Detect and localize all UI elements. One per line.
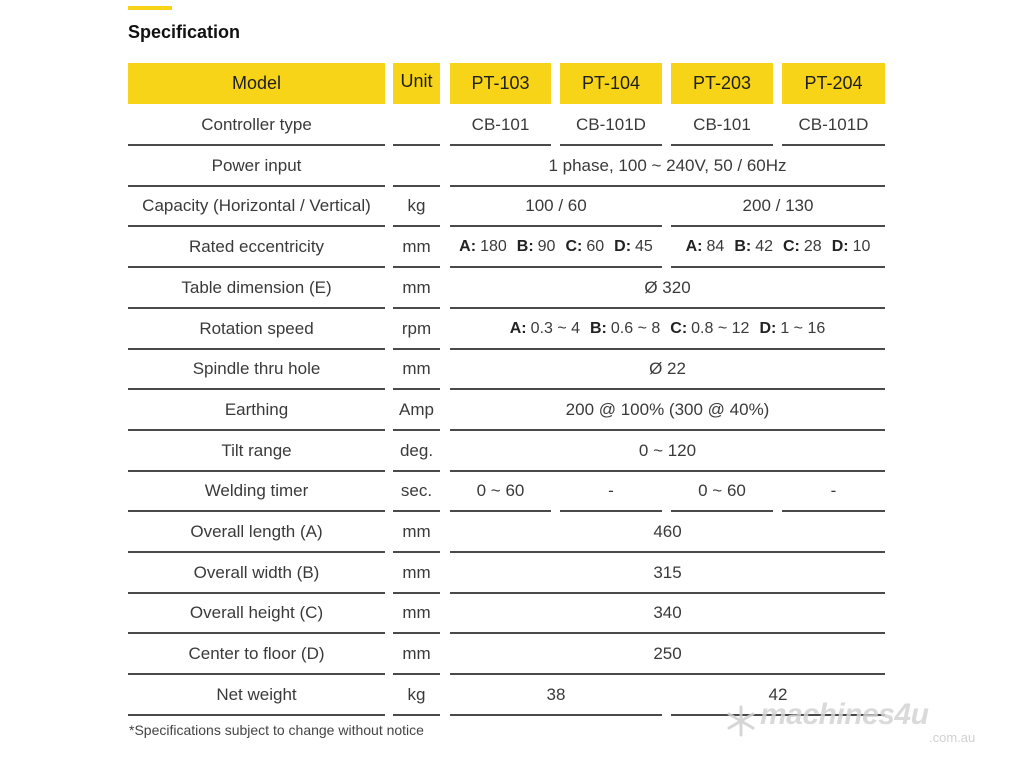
row-label: Table dimension (E)	[181, 277, 332, 297]
row-unit: Amp	[399, 399, 434, 419]
heading-accent-bar	[128, 6, 172, 10]
row-label: Earthing	[224, 399, 289, 419]
segment-key: A:	[509, 319, 527, 337]
segment-key: B:	[516, 237, 534, 255]
row-unit: mm	[402, 236, 431, 256]
value-segment	[565, 238, 604, 256]
row-unit: mm	[402, 358, 431, 378]
value-segment	[759, 320, 825, 338]
row-value: 0 ~ 120	[638, 440, 697, 460]
row-label: Capacity (Horizontal / Vertical)	[142, 195, 371, 215]
row-value-group	[671, 226, 885, 267]
row-label: Net weight	[216, 684, 297, 704]
row-divider	[128, 714, 385, 716]
row-label: Rated eccentricity	[188, 236, 325, 256]
row-unit: kg	[407, 195, 426, 215]
segment-value: 60	[586, 237, 605, 255]
header-model-1: PT-103	[450, 63, 551, 104]
value-segment	[510, 320, 580, 338]
header-model: Model	[128, 63, 385, 104]
segment-key: C:	[670, 319, 688, 337]
row-value: 340	[653, 602, 682, 622]
row-value: 200 @ 100% (300 @ 40%)	[565, 399, 770, 419]
row-label: Overall width (B)	[193, 562, 320, 582]
row-unit: rpm	[401, 318, 432, 338]
value-segment	[459, 238, 507, 256]
segment-key: D:	[759, 319, 777, 337]
segment-value: 90	[537, 237, 556, 255]
row-unit: mm	[402, 562, 431, 582]
header-model-2: PT-104	[560, 63, 662, 104]
row-label: Welding timer	[204, 480, 309, 500]
row-label: Center to floor (D)	[188, 643, 325, 663]
segment-value: 10	[852, 237, 871, 255]
footnote: *Specifications subject to change without notice	[129, 722, 424, 738]
segment-key: D:	[614, 237, 632, 255]
row-value: -	[830, 480, 837, 500]
segment-key: B:	[734, 237, 752, 255]
value-segment	[517, 238, 556, 256]
watermark	[724, 700, 990, 744]
row-unit: mm	[402, 277, 431, 297]
segment-key: D:	[831, 237, 849, 255]
row-unit: mm	[402, 521, 431, 541]
row-unit: sec.	[400, 480, 433, 500]
row-value: 0 ~ 60	[476, 480, 525, 500]
watermark-brand: machines4u	[760, 698, 929, 731]
row-value-group	[450, 226, 662, 267]
header-model-3: PT-203	[671, 63, 773, 104]
watermark-domain: .com.au	[929, 730, 976, 745]
row-label: Overall height (C)	[189, 602, 324, 622]
row-value-group	[450, 308, 885, 349]
row-value: 315	[653, 562, 682, 582]
row-label: Power input	[211, 155, 302, 175]
segment-value: 42	[755, 237, 773, 255]
row-label: Controller type	[201, 114, 312, 134]
row-unit: mm	[402, 643, 431, 663]
segment-value: 180	[480, 237, 507, 255]
row-value: Ø 320	[644, 277, 691, 297]
row-unit: deg.	[399, 440, 434, 460]
header-unit: Unit	[393, 63, 440, 104]
row-value: CB-101D	[576, 114, 646, 134]
row-divider	[393, 714, 440, 716]
row-value: CB-101	[471, 114, 530, 134]
row-value: 460	[653, 521, 682, 541]
segment-key: B:	[590, 319, 607, 337]
snowflake-logo-icon	[724, 704, 758, 738]
segment-value: 0.6 ~ 8	[610, 319, 661, 337]
row-value: 42	[768, 684, 788, 704]
value-segment	[670, 320, 749, 338]
value-segment	[590, 320, 660, 338]
row-divider	[450, 714, 662, 716]
row-label: Overall length (A)	[190, 521, 323, 541]
row-value: -	[608, 480, 614, 500]
segment-value: 0.3 ~ 4	[530, 319, 580, 337]
row-unit	[393, 104, 440, 145]
row-value: 1 phase, 100 ~ 240V, 50 / 60Hz	[548, 155, 787, 175]
row-value: 250	[653, 643, 682, 663]
row-value: Ø 22	[649, 358, 686, 378]
value-segment	[832, 238, 871, 256]
segment-value: 84	[706, 237, 725, 255]
row-unit: kg	[407, 684, 426, 704]
page-title: Specification	[128, 22, 241, 42]
segment-key: A:	[459, 237, 477, 255]
value-segment	[686, 238, 725, 256]
row-value: 38	[546, 684, 566, 704]
segment-value: 1 ~ 16	[780, 319, 826, 337]
row-label: Tilt range	[221, 440, 292, 460]
segment-key: C:	[565, 237, 583, 255]
row-unit: mm	[402, 602, 431, 622]
segment-key: C:	[783, 237, 800, 255]
row-value: 200 / 130	[742, 195, 814, 215]
row-label: Rotation speed	[199, 318, 314, 338]
header-model-4: PT-204	[782, 63, 885, 104]
value-segment	[783, 238, 822, 256]
segment-value: 28	[803, 237, 822, 255]
segment-value: 0.8 ~ 12	[691, 319, 750, 337]
row-value: 100 / 60	[525, 195, 587, 215]
row-value: 0 ~ 60	[698, 480, 746, 500]
row-unit	[393, 145, 440, 186]
value-segment	[614, 238, 653, 256]
value-segment	[734, 238, 773, 256]
row-value: CB-101	[693, 114, 751, 134]
row-value: CB-101D	[798, 114, 869, 134]
segment-value: 45	[635, 237, 653, 255]
row-label: Spindle thru hole	[192, 358, 321, 378]
segment-key: A:	[685, 237, 703, 255]
